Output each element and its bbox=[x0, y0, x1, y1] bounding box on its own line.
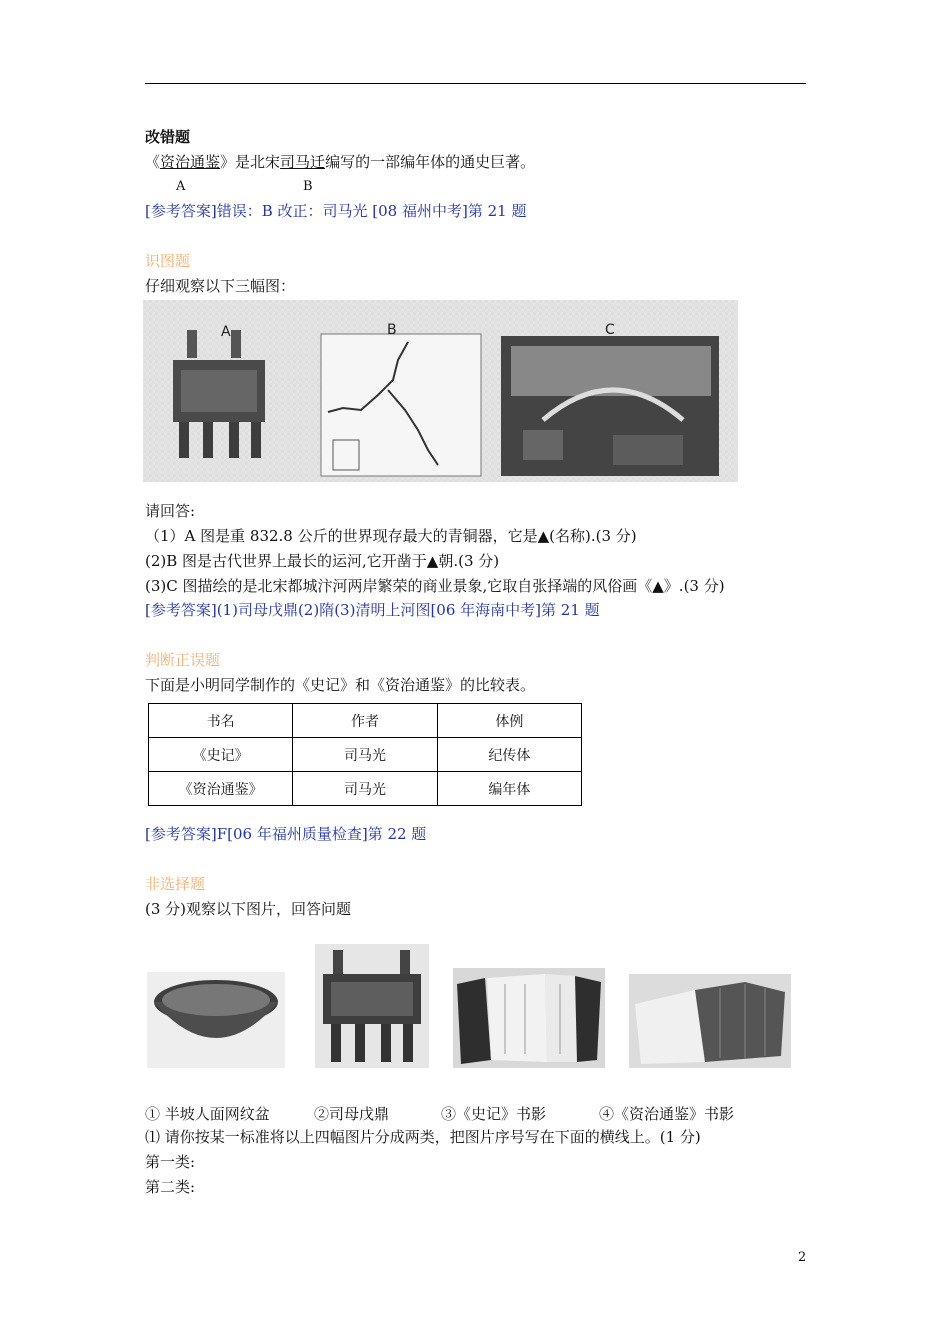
table-cell: 司马光 bbox=[293, 738, 437, 772]
three-figures-image bbox=[143, 300, 738, 482]
qingming-painting-figure-c bbox=[501, 336, 719, 476]
section-heading-correction: 改错题 bbox=[145, 128, 191, 146]
canal-map-figure-b bbox=[321, 334, 481, 476]
table-cell: 司马光 bbox=[293, 772, 437, 806]
question-2: (2)B 图是古代世界上最长的运河,它开凿于▲朝.(3 分) bbox=[145, 552, 500, 570]
non-choice-intro: (3 分)观察以下图片，回答问题 bbox=[145, 900, 352, 918]
header-rule bbox=[145, 83, 806, 84]
table-cell: 《资治通鉴》 bbox=[149, 772, 293, 806]
table-header-row bbox=[149, 704, 582, 738]
caption-2: ②司母戊鼎 bbox=[314, 1105, 390, 1123]
sentence-post: 编写的一部编年体的通史巨著。 bbox=[325, 153, 536, 171]
mark-a: A bbox=[176, 179, 186, 194]
table-intro: 下面是小明同学制作的《史记》和《资治通鉴》的比较表。 bbox=[145, 676, 536, 694]
table-row bbox=[149, 738, 582, 772]
header-author: 作者 bbox=[293, 704, 437, 738]
fig-label-a: A bbox=[221, 324, 231, 340]
caption-3: ③《史记》书影 bbox=[441, 1105, 547, 1123]
class-two-label: 第二类: bbox=[145, 1178, 196, 1196]
four-pictures-row bbox=[145, 944, 795, 1074]
simuwu-ding-image bbox=[315, 944, 429, 1068]
picture-intro: 仔细观察以下三幅图： bbox=[145, 277, 296, 295]
shiji-book-image bbox=[453, 968, 605, 1068]
fig-label-b: B bbox=[387, 322, 397, 338]
header-style: 体例 bbox=[437, 704, 581, 738]
zizhi-tongjian-book-image bbox=[629, 974, 791, 1068]
header-book-title: 书名 bbox=[149, 704, 293, 738]
table-cell: 纪传体 bbox=[437, 738, 581, 772]
caption-4: ④《资治通鉴》书影 bbox=[599, 1105, 735, 1123]
caption-1: ① 半坡人面网纹盆 bbox=[145, 1105, 270, 1123]
comparison-table bbox=[148, 703, 582, 806]
table-row bbox=[149, 772, 582, 806]
fig-label-c: C bbox=[605, 322, 615, 338]
underlined-author: 司马迁 bbox=[280, 153, 326, 171]
section-heading-non-choice: 非选择题 bbox=[145, 875, 206, 893]
section-heading-true-false: 判断正误题 bbox=[145, 651, 221, 669]
answer-2: [参考答案](1)司母戊鼎(2)隋(3)清明上河图[06 年海南中考]第 21 题 bbox=[145, 601, 600, 619]
class-one-label: 第一类: bbox=[145, 1153, 196, 1171]
underlined-book-title: 资治通鉴 bbox=[160, 153, 221, 171]
page-number: 2 bbox=[798, 1250, 807, 1265]
answer-3: [参考答案]F[06 年福州质量检查]第 22 题 bbox=[145, 825, 427, 843]
table-cell: 《史记》 bbox=[149, 738, 293, 772]
answer-1: [参考答案]错误：B 改正：司马光 [08 福州中考]第 21 题 bbox=[145, 202, 527, 220]
sentence-mid: 》是北宋 bbox=[220, 153, 281, 171]
sentence-pre: 《 bbox=[145, 153, 161, 171]
section-heading-picture: 识图题 bbox=[145, 252, 191, 270]
classify-question: ⑴ 请你按某一标准将以上四幅图片分成两类，把图片序号写在下面的横线上。(1 分) bbox=[145, 1128, 701, 1146]
answer-prompt: 请回答: bbox=[145, 502, 196, 520]
question-1: （1）A 图是重 832.8 公斤的世界现存最大的青铜器，它是▲(名称).(3 分) bbox=[145, 527, 637, 545]
correction-sentence bbox=[145, 153, 535, 171]
question-3: (3)C 图描绘的是北宋都城汴河两岸繁荣的商业景象,它取自张择端的风俗画《▲》.(3 分) bbox=[145, 577, 725, 595]
table-cell: 编年体 bbox=[437, 772, 581, 806]
pottery-basin-image bbox=[147, 972, 285, 1068]
mark-b: B bbox=[303, 179, 313, 194]
